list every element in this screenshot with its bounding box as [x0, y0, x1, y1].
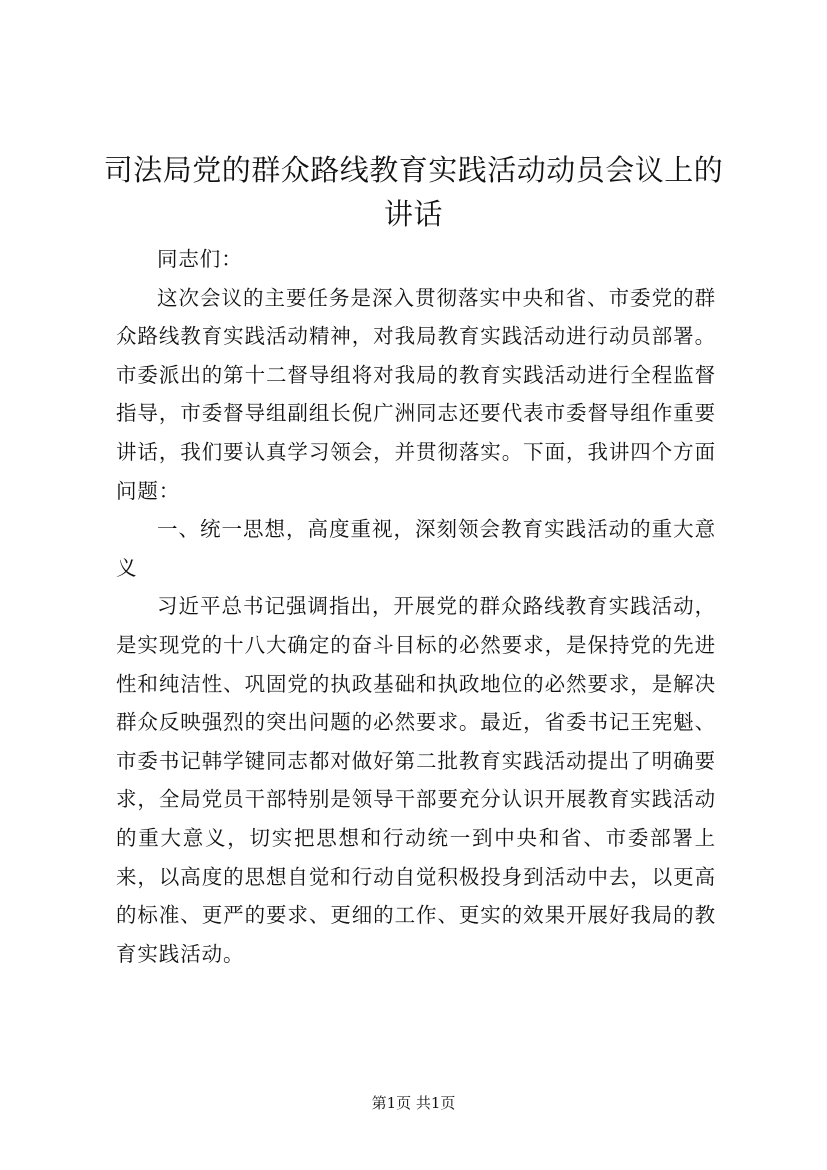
document-body	[116, 240, 716, 973]
greeting-paragraph: 同志们：	[157, 247, 243, 271]
intro-paragraph: 这次会议的主要任务是深入贯彻落实中央和省、市委党的群众路线教育实践活动精神，对我局教育实践活动进行动员部署。市委派出的第十二督导组将对我局的教育实践活动进行全程监督指导，市委督导组副组长倪广洲同志还要代表市委督导组作重要讲话，我们要认真学习领会，并贯彻落实。下面，我讲四个方面问题：	[116, 285, 716, 503]
page-number-footer: 第1页 共1页	[371, 1094, 456, 1112]
section-heading: 一、统一思想，高度重视，深刻领会教育实践活动的重大意义	[116, 517, 716, 580]
section-paragraph: 习近平总书记强调指出，开展党的群众路线教育实践活动，是实现党的十八大确定的奋斗目标的必然要求，是保持党的先进性和纯洁性、巩固党的执政基础和执政地位的必然要求，是解决群众反映强烈的突出问题的必然要求。最近，省委书记王宪魁、市委书记韩学键同志都对做好第二批教育实践活动提出了明确要求，全局党员干部特别是领导干部要充分认识开展教育实践活动的重大意义，切实把思想和行动统一到中央和省、市委部署上来，以高度的思想自觉和行动自觉积极投身到活动中去，以更高的标准、更严的要求、更细的工作、更实的效果开展好我局的教育实践活动。	[116, 594, 716, 966]
document-title: 司法局党的群众路线教育实践活动动员会议上的讲话	[103, 153, 724, 231]
